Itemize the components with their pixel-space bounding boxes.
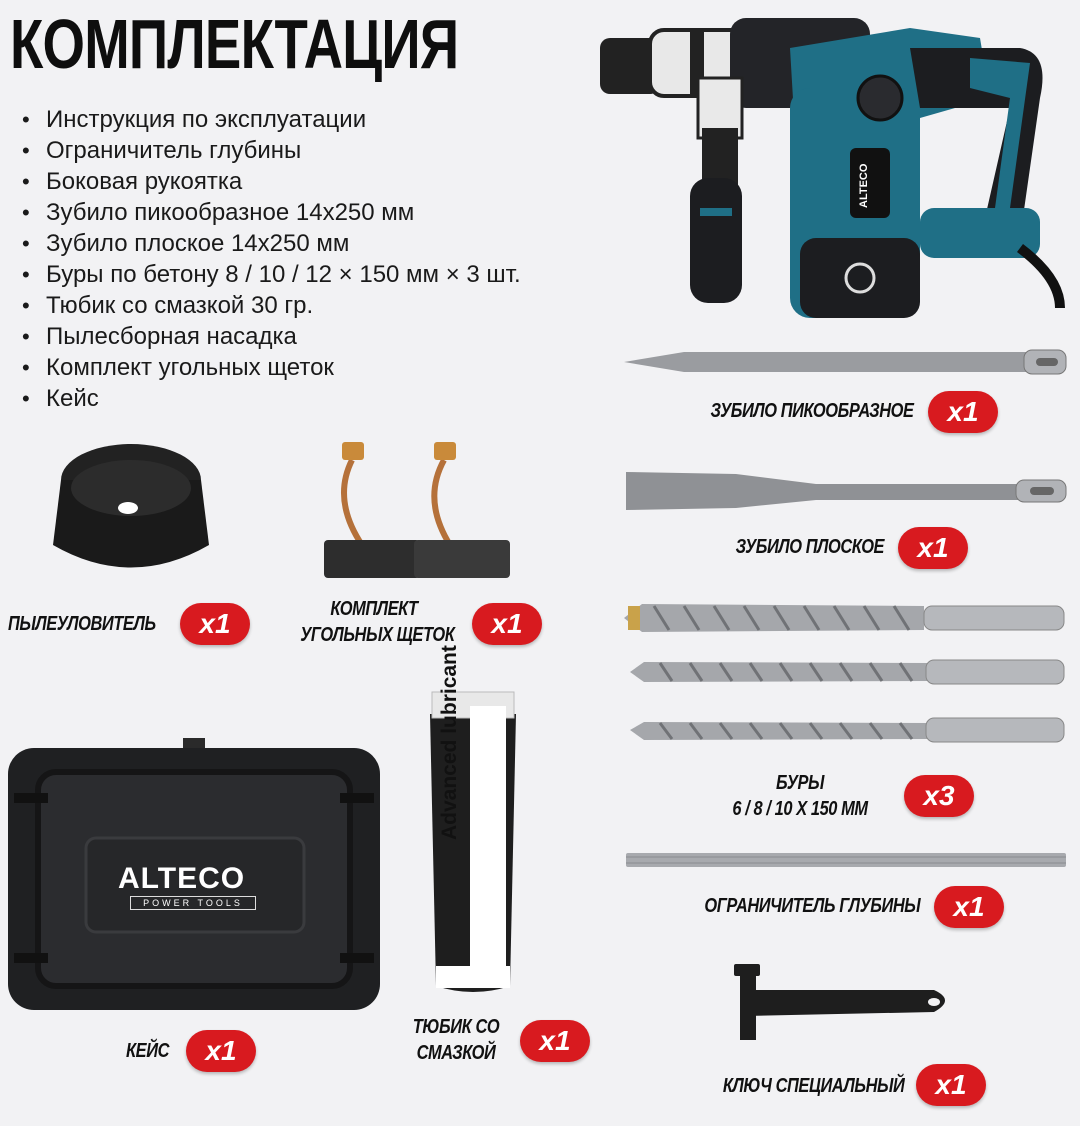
- case-qty-badge: x1: [186, 1030, 256, 1072]
- contents-list: [20, 104, 521, 414]
- depth-stop-qty-badge: x1: [934, 886, 1004, 928]
- drill-bits-label-line1: БУРЫ: [775, 772, 824, 794]
- list-item: • Зубило плоское 14x250 мм: [20, 228, 521, 259]
- drill-bits-label-line2: 6 / 8 / 10 Х 150 ММ: [732, 798, 868, 820]
- list-item: • Пылесборная насадка: [20, 321, 521, 352]
- lubricant-qty-badge: x1: [520, 1020, 590, 1062]
- list-item: • Комплект угольных щеток: [20, 352, 521, 383]
- page-title: КОМПЛЕКТАЦИЯ: [10, 5, 459, 83]
- carbon-brushes-label-line2: УГОЛЬНЫХ ЩЕТОК: [300, 624, 455, 646]
- lubricant-label-line1: ТЮБИК СО: [412, 1016, 500, 1038]
- case-logo: ALTECO: [118, 862, 246, 895]
- drill-bits-image: [624, 600, 1068, 750]
- list-item: • Боковая рукоятка: [20, 166, 521, 197]
- drill-logo: ALTECO: [858, 163, 870, 208]
- dust-collector-label: ПЫЛЕУЛОВИТЕЛЬ: [8, 613, 156, 635]
- special-key-image: [734, 964, 958, 1044]
- pointed-chisel-qty-badge: x1: [928, 391, 998, 433]
- flat-chisel-label: ЗУБИЛО ПЛОСКОЕ: [735, 536, 884, 558]
- depth-stop-label: ОГРАНИЧИТЕЛЬ ГЛУБИНЫ: [704, 895, 920, 917]
- case-label: КЕЙС: [126, 1040, 170, 1062]
- list-item: • Тюбик со смазкой 30 гр.: [20, 290, 521, 321]
- special-key-qty-badge: x1: [916, 1064, 986, 1106]
- lubricant-label-line2: СМАЗКОЙ: [416, 1042, 496, 1064]
- carbon-brushes-image: [322, 440, 512, 580]
- list-item: • Зубило пикообразное 14x250 мм: [20, 197, 521, 228]
- list-item: • Инструкция по эксплуатации: [20, 104, 521, 135]
- special-key-label: КЛЮЧ СПЕЦИАЛЬНЫЙ: [722, 1075, 904, 1097]
- pointed-chisel-image: [624, 350, 1068, 374]
- case-logo-subtitle: POWER TOOLS: [130, 896, 256, 910]
- flat-chisel-qty-badge: x1: [898, 527, 968, 569]
- rotary-hammer-image: [590, 8, 1075, 318]
- pointed-chisel-label: ЗУБИЛО ПИКООБРАЗНОЕ: [710, 400, 914, 422]
- carbon-brushes-qty-badge: x1: [472, 603, 542, 645]
- list-item: • Ограничитель глубины: [20, 135, 521, 166]
- flat-chisel-image: [626, 470, 1066, 512]
- carbon-brushes-label-line1: КОМПЛЕКТ: [330, 598, 418, 620]
- drill-bits-qty-badge: x3: [904, 775, 974, 817]
- lubricant-tube-text: Advanced lubricant: [438, 645, 461, 840]
- dust-collector-image: [48, 440, 214, 585]
- dust-collector-qty-badge: x1: [180, 603, 250, 645]
- list-item: • Буры по бетону 8 / 10 / 12 × 150 мм × 3 шт.: [20, 259, 521, 290]
- list-item: • Кейс: [20, 383, 521, 414]
- depth-stop-image: [626, 853, 1066, 867]
